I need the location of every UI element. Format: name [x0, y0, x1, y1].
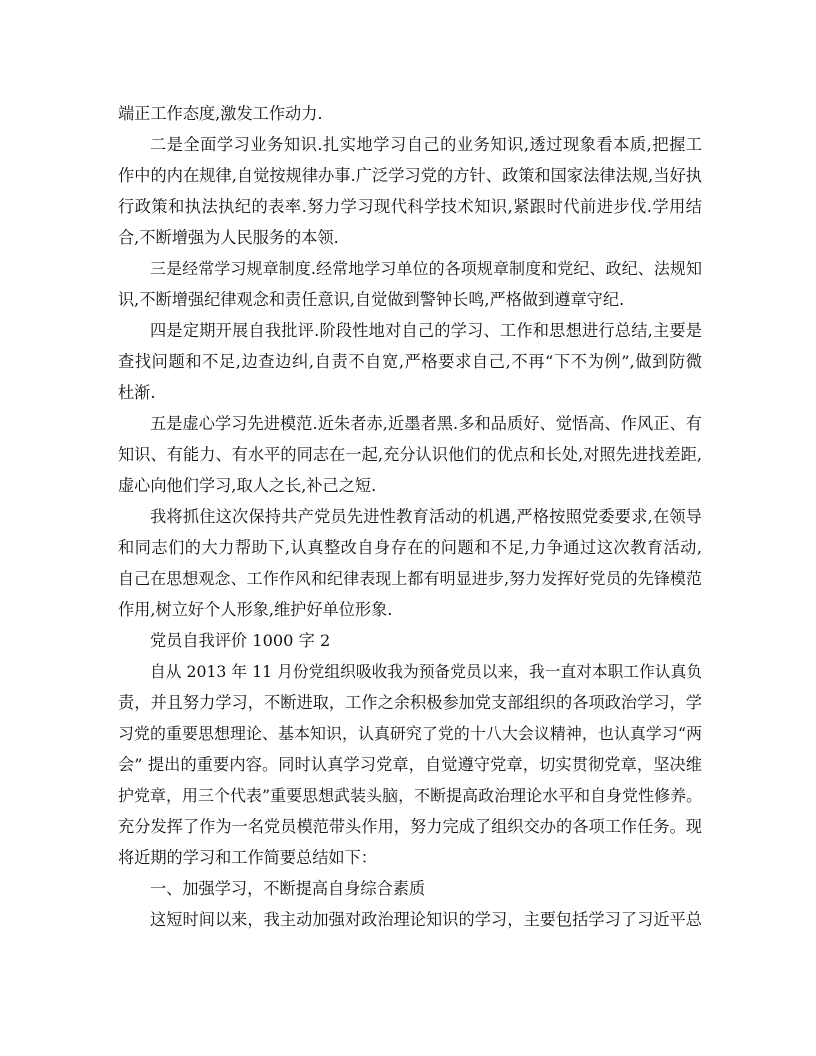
text-line: 一、加强学习，不断提高自身综合素质: [150, 879, 426, 898]
text-line: 和同志们的大力帮助下,认真整改自身存在的问题和不足,力争通过这次教育活动,: [118, 538, 702, 557]
paragraph-learn-from-models: [118, 408, 702, 501]
text-line: 三是经常学习规章制度.经常地学习单位的各项规章制度和党纪、政纪、法规知: [150, 259, 702, 278]
text-line: 作中的内在规律,自觉按规律办事.广泛学习党的方针、政策和国家法律法规,当好执: [118, 166, 702, 185]
text-line: 作用,树立好个人形象,维护好单位形象.: [118, 600, 393, 619]
text-line: 虚心向他们学习,取人之长,补己之短.: [118, 476, 377, 495]
text-line: 五是虚心学习先进模范.近朱者赤,近墨者黑.多和品质好、觉悟高、作风正、有: [150, 414, 702, 433]
document-page: [118, 98, 702, 935]
text-line: 端正工作态度,激发工作动力.: [118, 104, 323, 123]
text-line: 习党的重要思想理论、基本知识，认真研究了党的十八大会议精神，也认真学习“两: [118, 724, 702, 743]
paragraph-study-details: [118, 904, 702, 935]
text-line: 识,不断增强纪律观念和责任意识,自觉做到警钟长鸣,严格做到遵章守纪.: [118, 290, 625, 309]
text-line: 我将抓住这次保持共产党员先进性教育活动的机遇,严格按照党委要求,在领导: [150, 507, 702, 526]
paragraph-intro-2013: [118, 656, 702, 873]
paragraph-rules-study: [118, 253, 702, 315]
text-line: 四是定期开展自我批评.阶段性地对自己的学习、工作和思想进行总结,主要是: [150, 321, 702, 340]
paragraph-continuation: [118, 98, 702, 129]
text-line: 这短时间以来，我主动加强对政治理论知识的学习，主要包括学习了习近平总: [150, 910, 702, 929]
text-line: 自从 2013 年 11 月份党组织吸收我为预备党员以来，我一直对本职工作认真负: [150, 662, 702, 681]
section-title: [118, 625, 702, 656]
text-line: 行政策和执法执纪的表率.努力学习现代科学技术知识,紧跟时代前进步伐.学用结: [118, 197, 702, 216]
text-line: 合,不断增强为人民服务的本领.: [118, 228, 339, 247]
text-line: 会” 提出的重要内容。同时认真学习党章，自觉遵守党章，切实贯彻党章，坚决维: [118, 755, 702, 774]
text-line: 查找问题和不足,边查边纠,自责不自宽,严格要求自己,不再“下不为例”,做到防微: [118, 352, 702, 371]
text-line: 杜渐.: [118, 383, 156, 402]
text-line: 自己在思想观念、工作作风和纪律表现上都有明显进步,努力发挥好党员的先锋模范: [118, 569, 702, 588]
text-line: 将近期的学习和工作简要总结如下：: [118, 848, 377, 867]
text-line: 知识、有能力、有水平的同志在一起,充分认识他们的优点和长处,对照先进找差距,: [118, 445, 702, 464]
text-line: 充分发挥了作为一名党员模范带头作用，努力完成了组织交办的各项工作任务。现: [118, 817, 702, 836]
subsection-heading: [118, 873, 702, 904]
paragraph-self-criticism: [118, 315, 702, 408]
paragraph-business-knowledge: [118, 129, 702, 253]
text-line: 二是全面学习业务知识.扎实地学习自己的业务知识,透过现象看本质,把握工: [150, 135, 702, 154]
text-line: 责，并且努力学习，不断进取，工作之余积极参加党支部组织的各项政治学习，学: [118, 693, 702, 712]
text-line: 护党章，用三个代表”重要思想武装头脑，不断提高政治理论水平和自身党性修养。: [118, 786, 702, 805]
paragraph-commitment: [118, 501, 702, 625]
text-line: 党员自我评价 1000 字 2: [150, 631, 331, 650]
